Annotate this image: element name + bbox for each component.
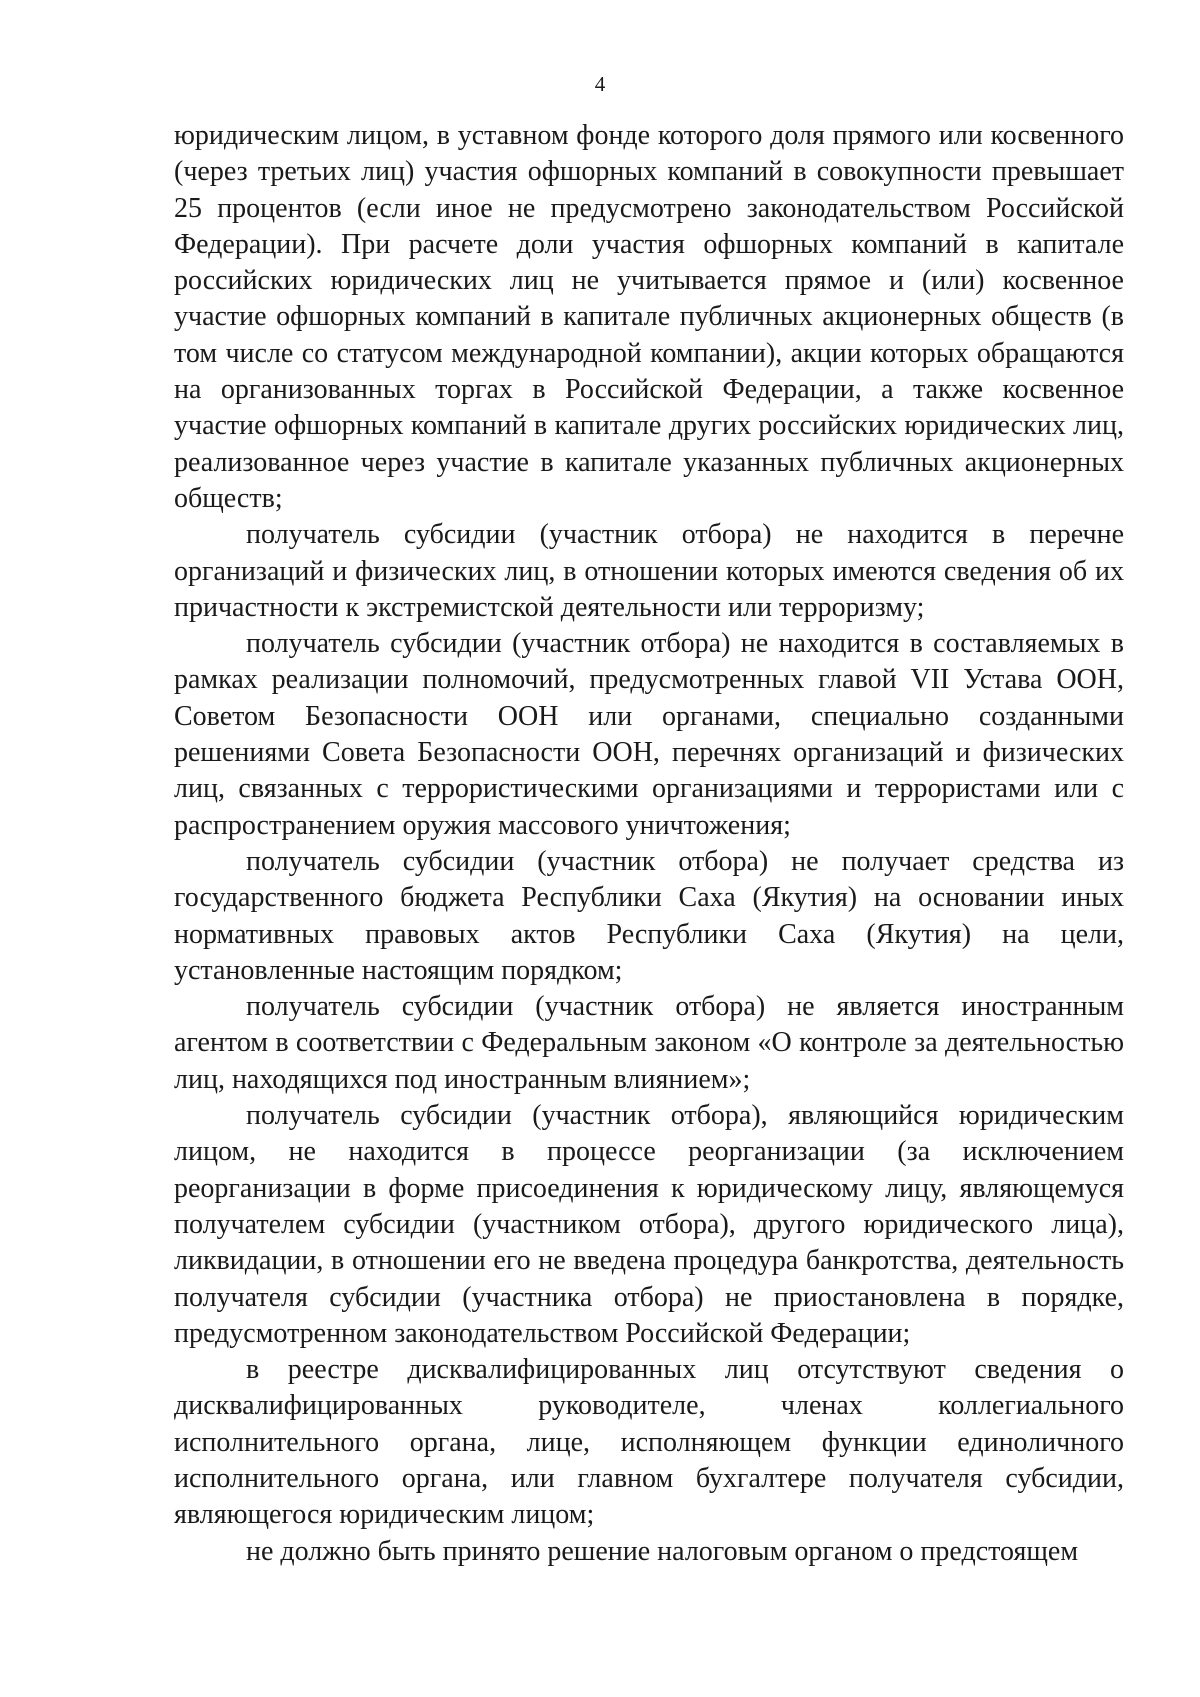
paragraph-tax-authority-decision: не должно быть принято решение налоговым органом о предстоящем xyxy=(246,1535,1079,1567)
paragraph-un-security-council-list: получатель субсидии (участник отбора) не находится в составляемых в рамках реализации полномочий, предусмотренных главой VII Устава ООН, Советом Безопасности ООН или органами, специально созданными решениями Совета Безопасности ООН, перечнях организаций и физических лиц, связанных с террористическими организациями и террористами или с распространением оружия массового уничтожения; xyxy=(174,628,1124,841)
paragraph-foreign-agent: получатель субсидии (участник отбора) не является иностранным агентом в соответствии с Федеральным законом «О контроле за деятельностью лиц, находящихся под иностранным влиянием»; xyxy=(174,991,1124,1095)
page-number: 4 xyxy=(594,72,606,96)
paragraph-no-other-budget-funds: получатель субсидии (участник отбора) не получает средства из государственного бюджета Республики Саха (Якутия) на основании иных нормативных правовых актов Республики Саха (Якутия) на цели, установленные настоящим порядком; xyxy=(174,845,1124,986)
paragraph-disqualified-persons: в реестре дисквалифицированных лиц отсутствуют сведения о дисквалифицированных руководителе, членах коллегиального исполнительного органа, лице, исполняющем функции единоличного исполнительного органа, или главном бухгалтере получателя субсидии, являющегося юридическим лицом; xyxy=(174,1354,1124,1531)
document-body xyxy=(174,118,1124,1570)
paragraph-reorganization-liquidation: получатель субсидии (участник отбора), являющийся юридическим лицом, не находится в процессе реорганизации (за исключением реорганизации в форме присоединения к юридическому лицу, являющемуся получателем субсидии (участником отбора), другого юридического лица), ликвидации, в отношении его не введена процедура банкротства, деятельность получателя субсидии (участника отбора) не приостановлена в порядке, предусмотренном законодательством Российской Федерации; xyxy=(174,1100,1124,1349)
paragraph-extremism-list: получатель субсидии (участник отбора) не находится в перечне организаций и физических лиц, в отношении которых имеются сведения об их причастности к экстремистской деятельности или терроризму; xyxy=(174,519,1124,623)
paragraph-offshore-participation: юридическим лицом, в уставном фонде которого доля прямого или косвенного (через третьих лиц) участия офшорных компаний в совокупности превышает 25 процентов (если иное не предусмотрено законодательством Российской Федерации). При расчете доли участия офшорных компаний в капитале российских юридических лиц не учитывается прямое и (или) косвенное участие офшорных компаний в капитале публичных акционерных обществ (в том числе со статусом международной компании), акции которых обращаются на организованных торгах в Российской Федерации, а также косвенное участие офшорных компаний в капитале других российских юридических лиц, реализованное через участие в капитале указанных публичных акционерных обществ; xyxy=(174,120,1124,514)
